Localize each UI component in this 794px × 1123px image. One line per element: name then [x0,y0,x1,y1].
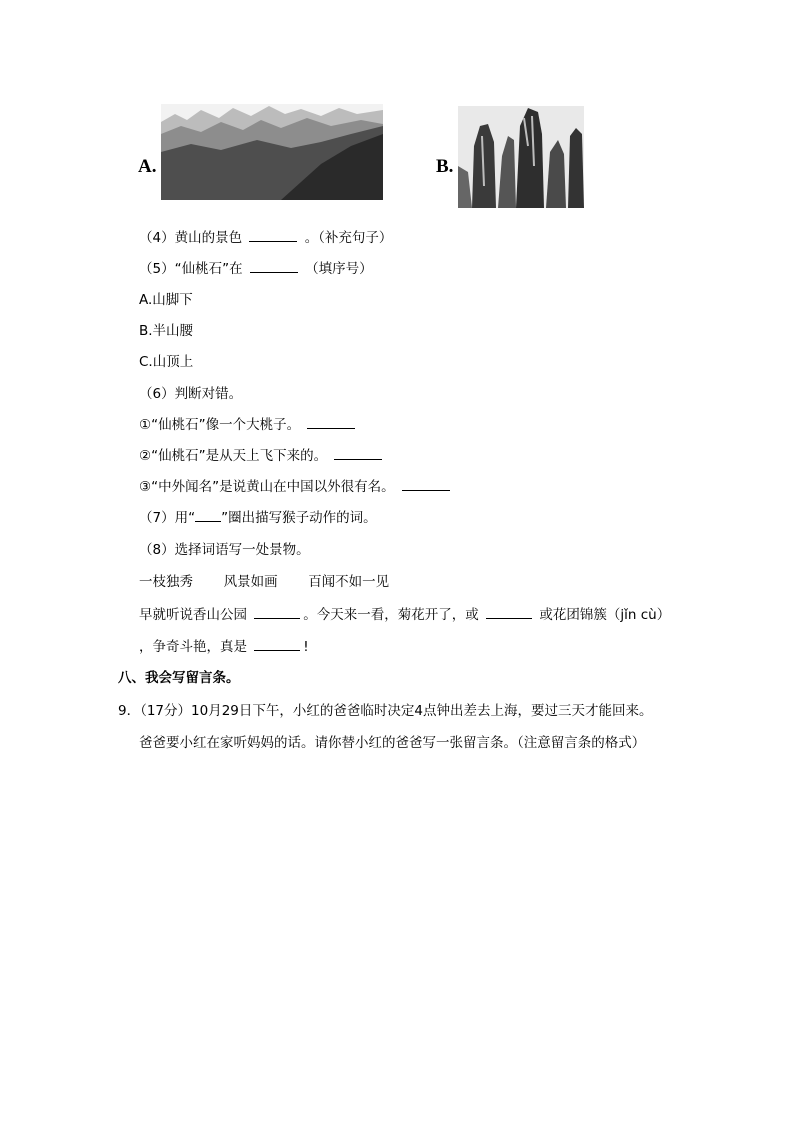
q6-item-3 [139,478,453,496]
question-4 [139,229,392,247]
q6-item-2 [139,447,385,465]
q9-line-2: 爸爸要小红在家听妈妈的话。请你替小红的爸爸写一张留言条。（注意留言条的格式） [139,735,646,751]
q7-prefix: （7）用“ [139,510,196,526]
q8-blank-1[interactable] [254,606,300,619]
q8-line-2 [139,638,309,656]
q8-blank-3[interactable] [254,638,300,651]
q6-item-2-blank[interactable] [334,447,382,460]
q8-line1-a: 早就听说香山公园 [139,607,247,623]
q4-prefix: （4）黄山的景色 [139,230,243,246]
q6-item-2-text: ②“仙桃石”是从天上飞下来的。 [139,448,328,464]
q7-suffix: ”圈出描写猴子动作的词。 [221,510,377,526]
q8-word-3: 百闻不如一见 [308,574,390,590]
section-8-heading: 八、我会写留言条。 [118,670,240,686]
q6-item-3-blank[interactable] [402,478,450,491]
option-a-label: A. [138,156,157,177]
q7-line-mark [195,509,221,522]
q5-blank[interactable] [250,260,298,273]
mountain-landscape-image [161,104,383,200]
q5-choice-b: B.半山腰 [139,323,194,339]
q8-line-1 [139,606,670,624]
q4-blank[interactable] [249,229,297,242]
q9-line-1: 9．（17分）10月29日下午，小红的爸爸临时决定4点钟出差去上海，要过三天才能回来。 [118,703,653,719]
q8-word-bank [139,573,389,591]
q8-word-2: 风景如画 [223,574,278,590]
q6-item-3-text: ③“中外闻名”是说黄山在中国以外很有名。 [139,479,395,495]
option-b-label: B. [436,156,454,177]
q4-suffix: 。（补充句子） [304,230,393,246]
question-5 [139,260,373,278]
q6-title: （6）判断对错。 [139,386,243,402]
q8-title: （8）选择词语写一处景物。 [139,542,310,558]
q5-choice-c: C.山顶上 [139,354,194,370]
q8-line2-b: ! [303,639,309,655]
q8-word-1: 一枝独秀 [139,574,193,590]
q6-item-1-blank[interactable] [307,416,355,429]
q8-line1-c: 或花团锦簇（jǐn cù） [539,607,671,623]
q8-line2-a: ，争奇斗艳，真是 [139,639,247,655]
rock-pillars-image [458,106,584,208]
q5-suffix: （填序号） [305,261,373,277]
q8-blank-2[interactable] [486,606,532,619]
q6-item-1 [139,416,358,434]
q5-choice-a: A.山脚下 [139,292,193,308]
q8-line1-b: 。今天来一看，菊花开了，或 [303,607,479,623]
q6-item-1-text: ①“仙桃石”像一个大桃子。 [139,417,301,433]
q5-prefix: （5）“仙桃石”在 [139,261,243,277]
question-7 [139,509,377,527]
